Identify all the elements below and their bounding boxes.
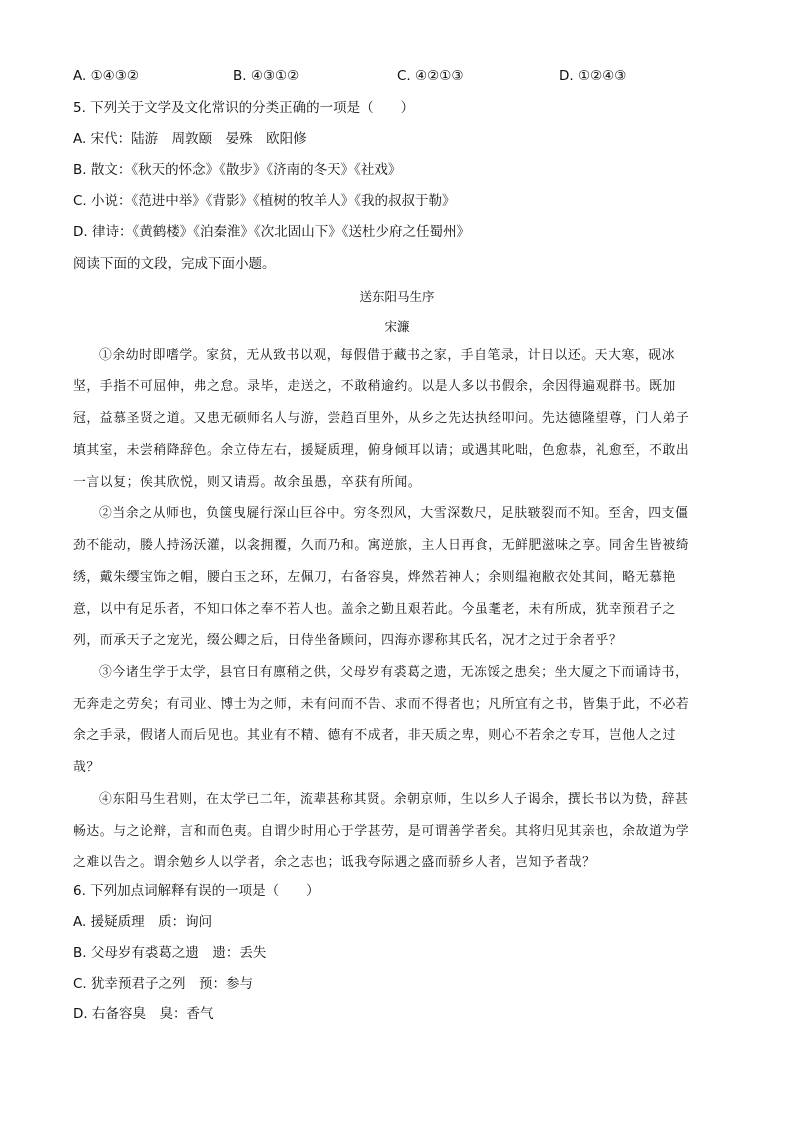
passage-line: 一言以复；俟其欣悦，则又请焉。故余虽愚，卒获有所闻。: [73, 475, 422, 490]
passage-line: 绣，戴朱缨宝饰之帽，腰白玉之环，左佩刀，右备容臭，烨然若神人；余则缊袍敝衣处其间，略无慕艳: [73, 570, 676, 585]
passage-line: 哉？: [73, 760, 100, 775]
question-6-option-d: D. 右备容臭 臭：香气: [73, 1006, 214, 1022]
passage-line: 余之手录，假诸人而后见也。其业有不精、德有不成者，非天质之卑，则心不若余之专耳，岂他人之过: [73, 728, 676, 743]
passage-line: ④东阳马生君则，在太学已二年，流辈甚称其贤。余朝京师，生以乡人子谒余，撰长书以为贽，辞甚: [99, 792, 689, 807]
passage-line: 之难以告之。谓余勉乡人以学者，余之志也；诋我夸际遇之盛而骄乡人者，岂知予者哉？: [73, 855, 596, 870]
prev-option-a: A. ①④③②: [73, 68, 139, 84]
question-6-option-a: A. 援疑质理 质：询问: [73, 914, 213, 930]
passage-line: 填其室，未尝稍降辞色。余立侍左右，援疑质理，俯身倾耳以请；或遇其叱咄，色愈恭，礼愈至，不敢出: [73, 443, 690, 458]
question-6-option-b: B. 父母岁有裘葛之遗 遗：丢失: [73, 945, 267, 961]
passage-line: 意，以中有足乐者，不知口体之奉不若人也。盖余之勤且艰若此。今虽耄老，未有所成，犹幸预君子之: [73, 602, 676, 617]
passage-line: 畅达。与之论辩，言和而色夷。自谓少时用心于学甚劳，是可谓善学者矣。其将归见其亲也，余故道为学: [73, 824, 690, 839]
passage-line: ②当余之从师也，负箧曳屣行深山巨谷中。穷冬烈风，大雪深数尺，足肤皲裂而不知。至舍，四支僵: [99, 506, 689, 521]
passage-line: 无奔走之劳矣；有司业、博士为之师，未有问而不告、求而不得者也；凡所宜有之书，皆集于此，不必若: [73, 697, 690, 712]
question-6-option-c: C. 犹幸预君子之列 预：参与: [73, 976, 254, 992]
reading-instruction: 阅读下面的文段，完成下面小题。: [73, 256, 276, 272]
passage-line: 冠，益慕圣贤之道。又患无硕师名人与游，尝趋百里外，从乡之先达执经叩问。先达德隆望尊，门人弟子: [73, 411, 690, 426]
question-5-option-d: D. 律诗：《黄鹤楼》《泊秦淮》《次北固山下》《送杜少府之任蜀州》: [73, 224, 470, 240]
passage-line: 劲不能动，媵人持汤沃灌，以衾拥覆，久而乃和。寓逆旅，主人日再食，无鲜肥滋味之享。同舍生皆被绮: [73, 538, 690, 553]
question-5-stem: 5. 下列关于文学及文化常识的分类正确的一项是（ ）: [73, 100, 415, 116]
question-6-stem: 6. 下列加点词解释有误的一项是（ ）: [73, 883, 320, 899]
prev-option-c: C. ④②①③: [397, 68, 464, 84]
prev-option-d: D. ①②④③: [559, 68, 627, 84]
passage-title: 送东阳马生序: [359, 289, 435, 304]
prev-option-b: B. ④③①②: [233, 68, 300, 84]
question-5-option-b: B. 散文：《秋天的怀念》《散步》《济南的冬天》《社戏》: [73, 162, 402, 178]
passage-author: 宋濂: [384, 319, 410, 334]
question-5-option-c: C. 小说：《范进中举》《背影》《植树的牧羊人》《我的叔叔于勒》: [73, 193, 456, 209]
question-5-option-a: A. 宋代：陆游 周敦颐 晏殊 欧阳修: [73, 131, 307, 147]
passage-line: ①余幼时即嗜学。家贫，无从致书以观，每假借于藏书之家，手自笔录，计日以还。天大寒，砚冰: [99, 348, 676, 363]
passage-line: 坚，手指不可屈伸，弗之怠。录毕，走送之，不敢稍逾约。以是人多以书假余，余因得遍观群书。既加: [73, 379, 676, 394]
passage-line: 列，而承天子之宠光，缀公卿之后，日侍坐备顾问，四海亦谬称其氏名，况才之过于余者乎？: [73, 633, 623, 648]
passage-line: ③今诸生学于太学，县官日有廪稍之供，父母岁有裘葛之遗，无冻馁之患矣；坐大厦之下而诵诗书，: [99, 665, 689, 680]
